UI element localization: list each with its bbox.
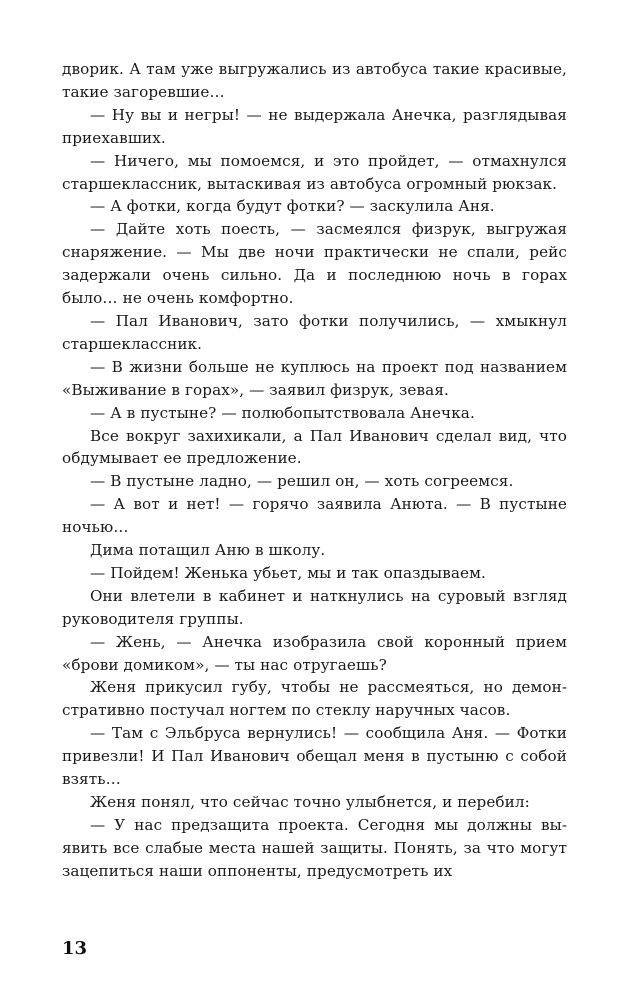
- page-number: 13: [62, 938, 88, 959]
- paragraph: — У нас предзащита проекта. Сегодня мы должны выявить все слабые места нашей защиты. Понять, за что могут зацепиться наши оппоненты, предусмотреть их: [62, 815, 567, 880]
- paragraph: — Пал Иванович, зато фотки получились, — хмыкнул старшеклассник.: [62, 311, 567, 353]
- paragraph: — А вот и нет! — горячо заявила Анюта. — В пустыне ночью…: [62, 495, 567, 537]
- paragraph: — В жизни больше не куплюсь на проект под названием «Выживание в горах», — заявил физрук, зевая.: [62, 357, 567, 399]
- paragraph: — Пойдем! Женька убьет, мы и так опаздываем.: [90, 563, 486, 582]
- paragraph: дворик. А там уже выгружались из автобуса такие красивые, такие загоревшие…: [62, 60, 567, 101]
- paragraph: Женя понял, что сейчас точно улыбнется, и перебил:: [90, 793, 530, 811]
- paragraph: — Ну вы и негры! — не выдержала Анечка, разглядывая приехавших.: [62, 105, 567, 147]
- paragraph: Все вокруг захихикали, а Пал Иванович сделал вид, что обдумывает ее предложение.: [62, 426, 567, 468]
- paragraph: — Там с Эльбруса вернулись! — сообщила Аня. — Фотки привезли! И Пал Иванович обещал меня в пустыню с собой взять…: [62, 724, 567, 789]
- paragraph: — Дайте хоть поесть, — засмеялся физрук, выгружая снаряжение. — Мы две ночи практически не спали, рейс задержали очень сильно. Да и последнюю ночь в горах было… не очень комфортно.: [62, 220, 567, 308]
- paragraph: — В пустыне ладно, — решил он, — хоть согреемся.: [90, 472, 514, 491]
- paragraph: — А фотки, когда будут фотки? — заскулила Аня.: [90, 197, 495, 216]
- paragraph: Они влетели в кабинет и наткнулись на суровый взгляд руководителя группы.: [62, 586, 567, 628]
- paragraph: — А в пустыне? — полюбопытствовала Анечка.: [90, 403, 475, 422]
- paragraph: — Ничего, мы помоемся, и это пройдет, — отмахнулся старшеклассник, вытаскивая из автобуса огромный рюкзак.: [62, 151, 567, 193]
- page-body: [62, 58, 567, 883]
- paragraph: Женя прикусил губу, чтобы не рассмеяться, но демонстративно постучал ногтем по стеклу наручных часов.: [62, 678, 567, 720]
- paragraph: — Жень, — Анечка изобразила свой коронный прием «брови домиком», — ты нас отругаешь?: [62, 632, 567, 674]
- paragraph: Дима потащил Аню в школу.: [90, 541, 326, 560]
